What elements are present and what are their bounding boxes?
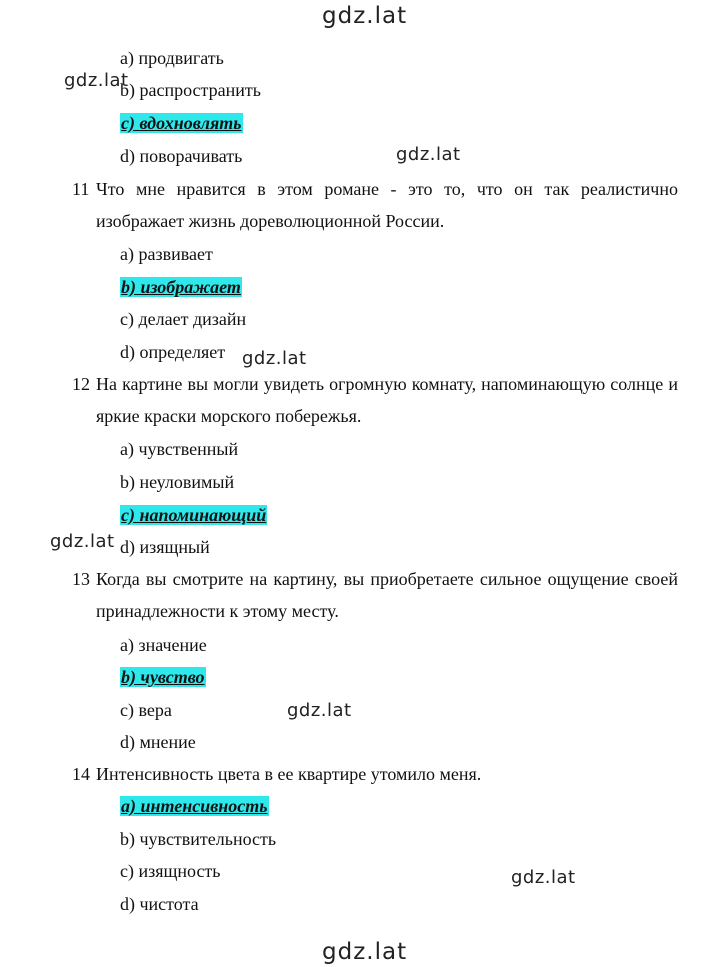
watermark: gdz.lat	[64, 70, 129, 91]
question-number: 14	[72, 764, 90, 784]
correct-answer-highlight: c) напоминающий	[121, 505, 267, 525]
question-text: Когда вы смотрите на картину, вы приобретаете сильное ощущение своей принадлежности к этому месту.	[96, 569, 678, 621]
correct-answer-highlight: b) чувство	[121, 667, 205, 687]
watermark-bottom: gdz.lat	[322, 939, 408, 965]
correct-answer-highlight: c) вдохновлять	[121, 113, 242, 133]
option-12-c	[120, 504, 267, 526]
option-13-a: a) значение	[120, 635, 207, 655]
option-10-b: b) распространить	[120, 80, 261, 100]
question-text: На картине вы могли увидеть огромную комнату, напоминающую солнце и яркие краски морского побережья.	[96, 374, 678, 426]
option-10-c	[120, 112, 243, 134]
option-14-a	[120, 795, 269, 817]
option-11-b	[120, 276, 242, 298]
option-10-d: d) поворачивать	[120, 146, 243, 166]
option-12-d: d) изящный	[120, 537, 210, 557]
watermark: gdz.lat	[50, 531, 115, 552]
watermark: gdz.lat	[242, 348, 307, 369]
option-11-a: a) развивает	[120, 244, 213, 264]
option-14-c: c) изящность	[120, 861, 221, 881]
question-number: 11	[72, 179, 90, 199]
question-text: Что мне нравится в этом романе - это то, что он так реалистично изображает жизнь дореволюционной России.	[96, 179, 678, 231]
option-11-d: d) определяет	[120, 342, 226, 362]
watermark: gdz.lat	[396, 144, 461, 165]
question-number: 13	[72, 569, 90, 589]
correct-answer-highlight: b) изображает	[121, 277, 241, 297]
watermark: gdz.lat	[511, 867, 576, 888]
option-12-a: a) чувственный	[120, 439, 239, 459]
option-11-c: c) делает дизайн	[120, 309, 247, 329]
option-14-d: d) чистота	[120, 894, 199, 914]
question-text: Интенсивность цвета в ее квартире утомило меня.	[96, 764, 482, 784]
option-13-c: c) вера	[120, 700, 172, 720]
correct-answer-highlight: a) интенсивность	[121, 796, 268, 816]
option-13-d: d) мнение	[120, 732, 196, 752]
option-14-b: b) чувствительность	[120, 829, 277, 849]
option-10-a: a) продвигать	[120, 48, 224, 68]
option-13-b	[120, 666, 206, 688]
watermark-top: gdz.lat	[322, 3, 408, 29]
watermark: gdz.lat	[287, 700, 352, 721]
question-number: 12	[72, 374, 90, 394]
option-12-b: b) неуловимый	[120, 472, 235, 492]
